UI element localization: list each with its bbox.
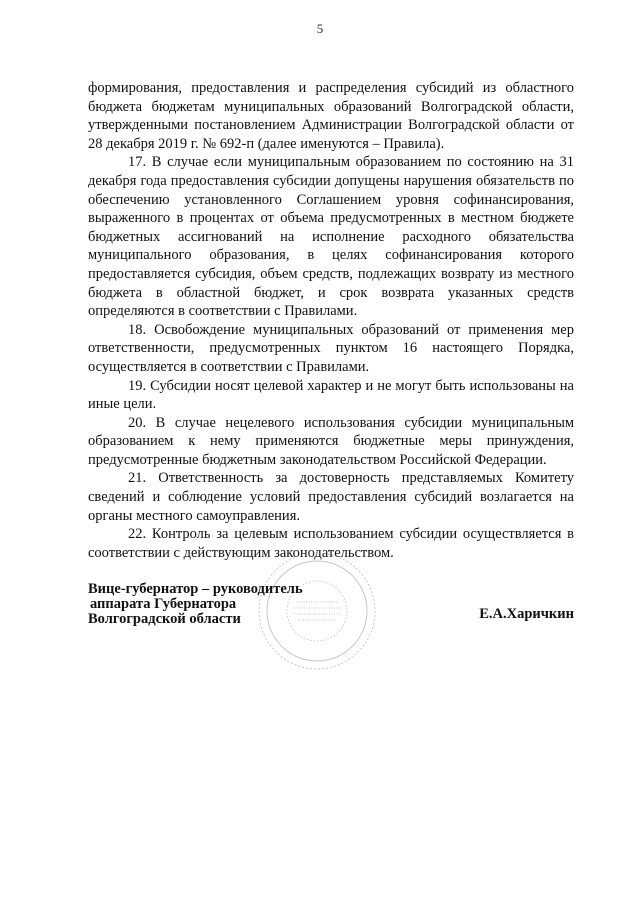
- signer-title-line: аппарата Губернатора: [90, 596, 237, 612]
- paragraph-22: 22. Контроль за целевым использованием субсидии осуществляется в соответствии с действующим законодательством.: [88, 526, 574, 561]
- signer-title-line: Волгоградской области: [88, 611, 241, 627]
- signer-title-line: Вице-губернатор – руководитель: [88, 581, 303, 597]
- signature-block: [88, 582, 574, 702]
- paragraph-17: 17. В случае если муниципальным образованием по состоянию на 31 декабря года предоставления субсидии допущены нарушения обязательств по обеспечению установленного Соглашением уровня софинансирования, выраженного в процентах от объема предусмотренных в местном бюджете бюджетных ассигнований на исполнение расходного обязательства муниципального образования, в целях софинансирования которого предоставляется субсидия, объем средств, подлежащих возврату из местного бюджета в областной бюджет, и срок возврата указанных средств определяются в соответствии с Правилами.: [88, 154, 574, 320]
- signer-title: [88, 582, 303, 627]
- signer-name: Е.А.Харичкин: [479, 606, 574, 622]
- page-number: 5: [316, 21, 324, 36]
- paragraph-continuation: формирования, предоставления и распределения субсидий из областного бюджета бюджетам муниципальных образований Волгоградской области, утвержденными постановлением Администрации Волгоградской области от 28 декабря 2019 г. № 692-п (далее именуются – Правила).: [88, 80, 574, 152]
- paragraph-19: 19. Субсидии носят целевой характер и не могут быть использованы на иные цели.: [88, 377, 574, 413]
- paragraph-18: 18. Освобождение муниципальных образований от применения мер ответственности, предусмотренных пунктом 16 настоящего Порядка, осуществляется в соответствии с Правилами.: [88, 321, 574, 375]
- paragraph-21: 21. Ответственность за достоверность представляемых Комитету сведений и соблюдение условий предоставления субсидий возлагается на органы местного самоуправления.: [88, 470, 574, 524]
- paragraph-20: 20. В случае нецелевого использования субсидии муниципальным образованием к нему применяются бюджетные меры принуждения, предусмотренные бюджетным законодательством Российской Федерации.: [88, 414, 574, 468]
- document-body: [88, 79, 574, 562]
